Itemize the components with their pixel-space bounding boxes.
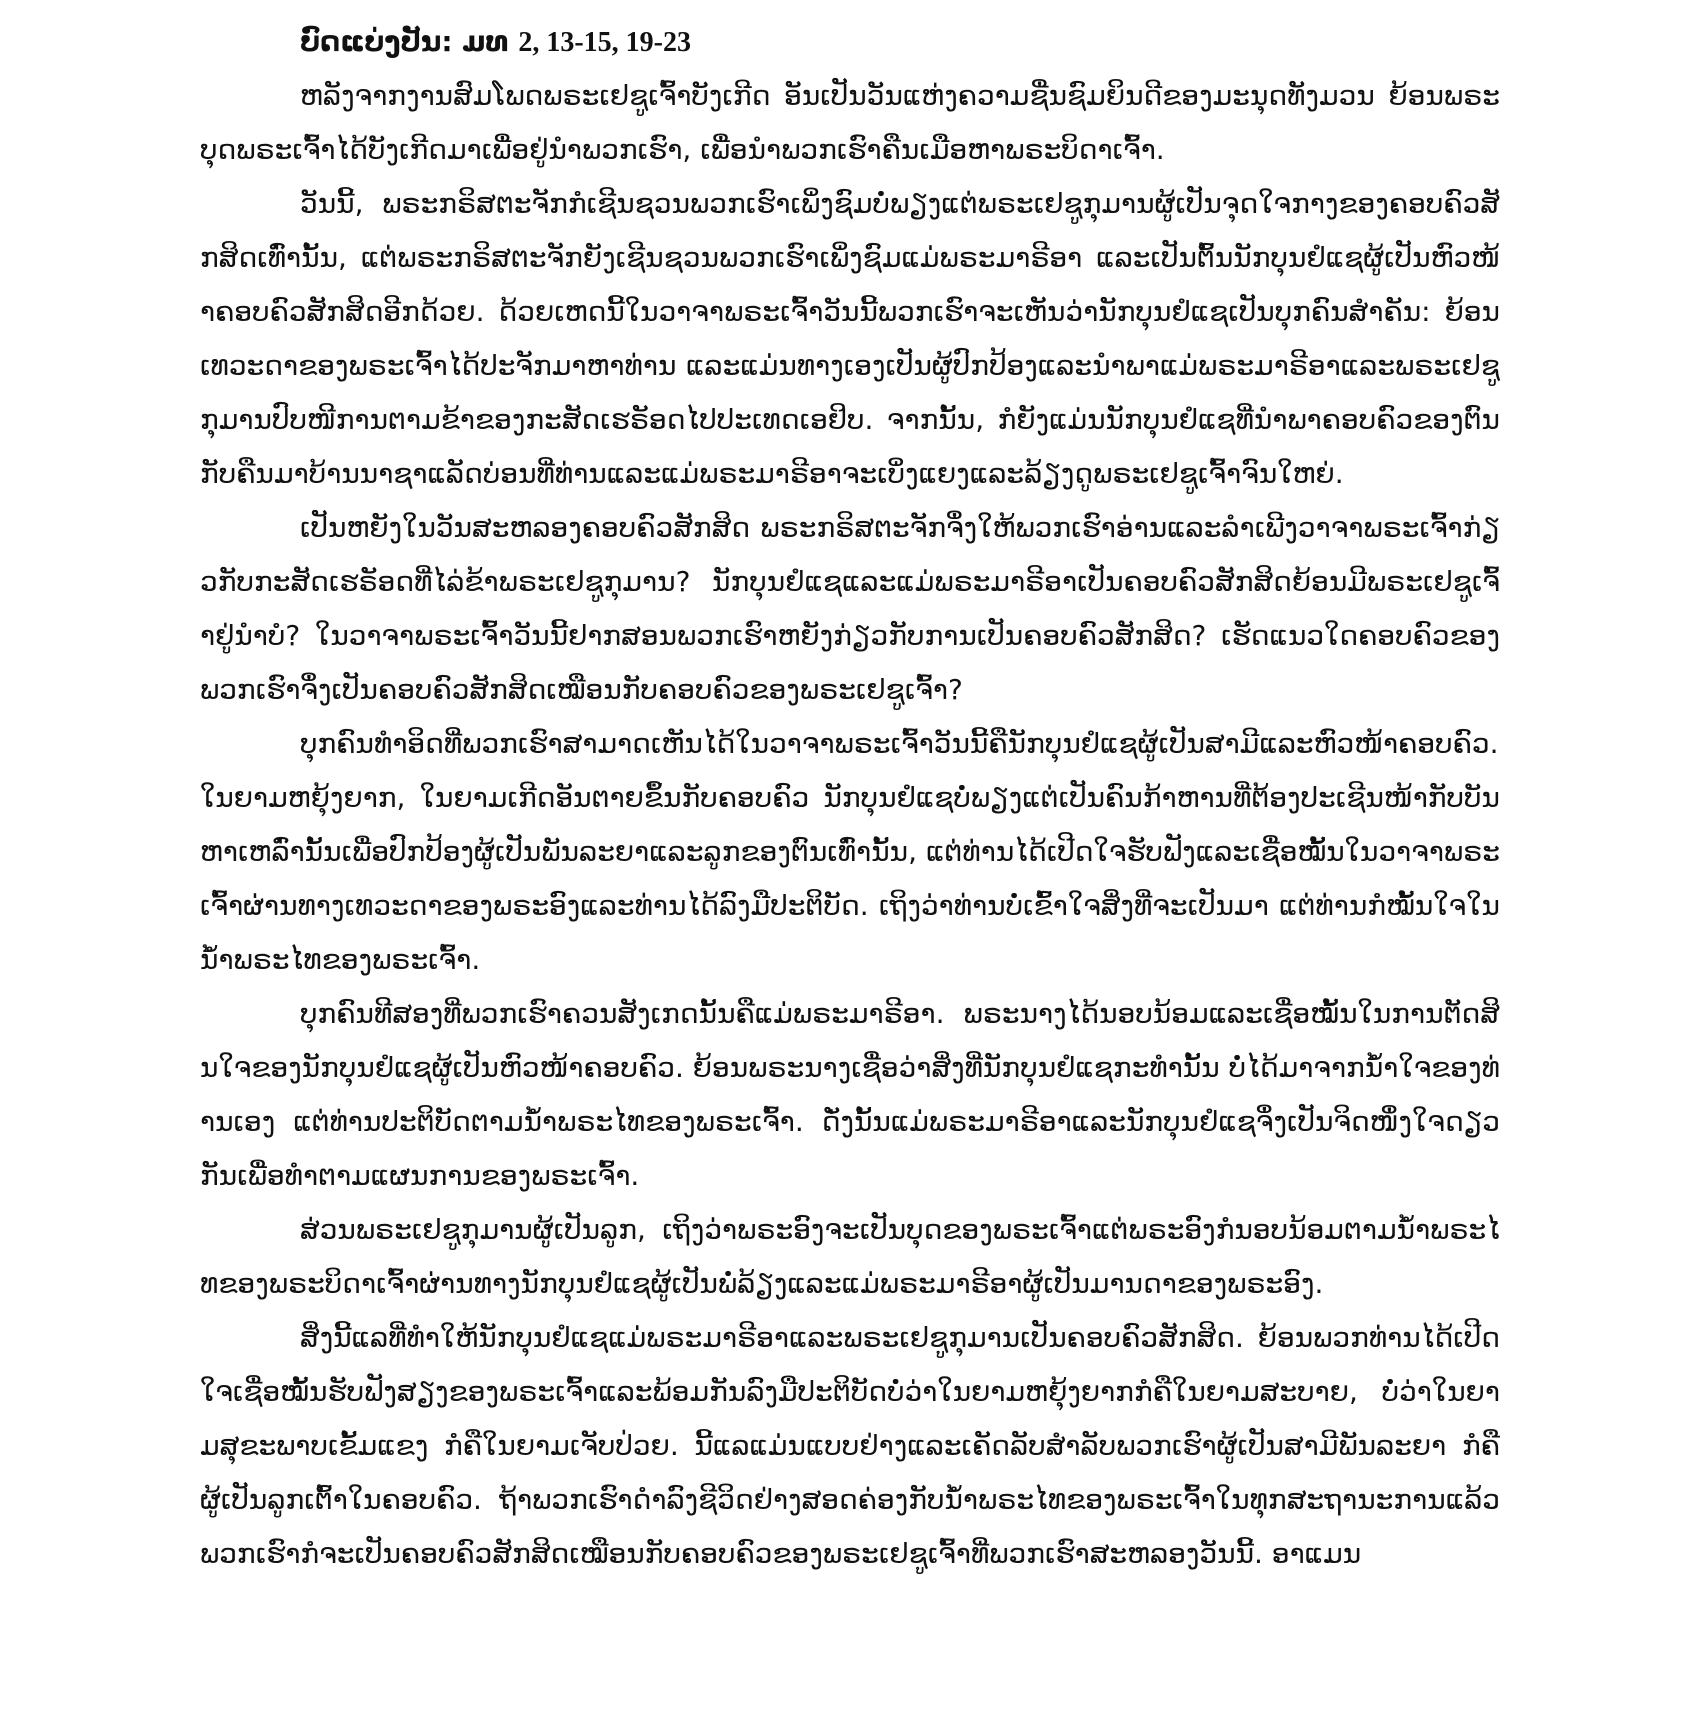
scripture-reference: 2, 13-15, 19-23 (518, 27, 692, 58)
paragraph-6: ສ່ວນພຣະເຢຊູກຸມານຜູ້ເປັນລູກ, ເຖິງວ່າພຣະອົງຈະເປັນບຸດຂອງພຣະເຈົ້າແຕ່ພຣະອົງກໍນອບນ້ອມຕາມນ້ຳພຣະໄທຂອງພຣະບິດາເຈົ້າຜ່ານທາງນັກບຸນຢໍແຊຜູ້ເປັນພໍ່ລ້ຽງແລະແມ່ພຣະມາຣີອາຜູ້ເປັນມານດາຂອງພຣະອົງ. (200, 1213, 1500, 1300)
paragraph-7: ສິ່ງນີ້ແລທີ່ທຳໃຫ້ນັກບຸນຢໍແຊແມ່ພຣະມາຣີອາແລະພຣະເຢຊູກຸມານເປັນຄອບຄົວສັກສິດ. ຍ້ອນພວກທ່ານໄດ້ເປີດໃຈເຊື່ອໝັ້ນຮັບຟັງສຽງຂອງພຣະເຈົ້າແລະພ້ອມກັນລົງມືປະຕິບັດບໍ່ວ່າໃນຍາມຫຍຸ້ງຍາກກໍຄືໃນຍາມສະບາຍ, ບໍ່ວ່າໃນຍາມສຸຂະພາບເຂັ້ມແຂງ ກໍຄືໃນຍາມເຈັບປ່ວຍ. ນີ້ແລແມ່ນແບບຢ່າງແລະເຄັດລັບສຳລັບພວກເຮົາຜູ້ເປັນສາມີພັນລະຍາ ກໍຄືຜູ້ເປັນລູກເຕົ້າໃນຄອບຄົວ. ຖ້າພວກເຮົາດຳລົງຊີວິດຢ່າງສອດຄ່ອງກັບນ້ຳພຣະໄທຂອງພຣະເຈົ້າໃນທຸກສະຖານະການແລ້ວ ພວກເຮົາກໍຈະເປັນຄອບຄົວສັກສິດເໝືອນກັບຄອບຄົວຂອງພຣະເຢຊູເຈົ້າທີ່ພວກເຮົາສະຫລອງວັນນີ້. ອາແມນ (200, 1321, 1500, 1570)
title-prefix: ບົດແບ່ງປັນ: ມທ (300, 25, 509, 58)
paragraph-2: ວັນນີ້, ພຣະກຣິສຕະຈັກກໍເຊີນຊວນພວກເຮົາເພິ່ງຊົມບໍ່ພຽງແຕ່ພຣະເຢຊູກຸມານຜູ້ເປັນຈຸດໃຈກາງຂອງຄອບຄົວສັກສິດເທົ່ານັ້ນ, ແຕ່ພຣະກຣິສຕະຈັກຍັງເຊີນຊວນພວກເຮົາເພິ່ງຊົມແມ່ພຣະມາຣີອາ ແລະເປັນຕົ້ນນັກບຸນຢໍແຊຜູ້ເປັນຫົວໜ້າຄອບຄົວສັກສິດອີກດ້ວຍ. ດ້ວຍເຫດນີ້ໃນວາຈາພຣະເຈົ້າວັນນີ້ພວກເຮົາຈະເຫັນວ່ານັກບຸນຢໍແຊເປັນບຸກຄົນສຳຄັນ: ຍ້ອນເທວະດາຂອງພຣະເຈົ້າໄດ້ປະຈັກມາຫາທ່ານ ແລະແມ່ນທາງເອງເປັນຜູ້ປົກປ້ອງແລະນຳພາແມ່ພຣະມາຣີອາແລະພຣະເຢຊູກຸມານປົບໜີການຕາມຂ້າຂອງກະສັດເຮຣັອດໄປປະເທດເອຢິບ. ຈາກນັ້ນ, ກໍຍັງແມ່ນນັກບຸນຢໍແຊທີ່ນຳພາຄອບຄົວຂອງຕົນກັບຄືນມາບ້ານນາຊາແລັດບ່ອນທີ່ທ່ານແລະແມ່ພຣະມາຣີອາຈະເບິ່ງແຍງແລະລ້ຽງດູພຣະເຢຊູເຈົ້າຈົນໃຫຍ່. (200, 187, 1500, 490)
document-body (200, 69, 1500, 1581)
paragraph-4: ບຸກຄົນທຳອິດທີ່ພວກເຮົາສາມາດເຫັນໄດ້ໃນວາຈາພຣະເຈົ້າວັນນີ້ຄືນັກບຸນຢໍແຊຜູ້ເປັນສາມີແລະຫົວໜ້າຄອບຄົວ. ໃນຍາມຫຍຸ້ງຍາກ, ໃນຍາມເກີດອັນຕາຍຂຶ້ນກັບຄອບຄົວ ນັກບຸນຢໍແຊບໍ່ພຽງແຕ່ເປັນຄົນກ້າຫານທີ່ຕ້ອງປະເຊີນໜ້າກັບບັນຫາເຫລົ່ານັ້ນເພື່ອປົກປ້ອງຜູ້ເປັນພັນລະຍາແລະລູກຂອງຕົນເທົ່ານັ້ນ, ແຕ່ທ່ານໄດ້ເປີດໃຈຮັບຟັງແລະເຊື່ອໝັ້ນໃນວາຈາພຣະເຈົ້າຜ່ານທາງເທວະດາຂອງພຣະອົງແລະທ່ານໄດ້ລົງມືປະຕິບັດ. ເຖິງວ່າທ່ານບໍ່ເຂົ້າໃຈສິ່ງທີ່ຈະເປັນມາ ແຕ່ທ່ານກໍໝັ້ນໃຈໃນນ້ຳພຣະໄທຂອງພຣະເຈົ້າ. (200, 727, 1500, 976)
paragraph-3: ເປັນຫຍັງໃນວັນສະຫລອງຄອບຄົວສັກສິດ ພຣະກຣິສຕະຈັກຈຶ່ງໃຫ້ພວກເຮົາອ່ານແລະລຳເພີງວາຈາພຣະເຈົ້າກ່ຽວກັບກະສັດເຮຣັອດທີ່ໄລ່ຂ້າພຣະເຢຊູກຸມານ? ນັກບຸນຢໍແຊແລະແມ່ພຣະມາຣີອາເປັນຄອບຄົວສັກສິດຍ້ອນມີພຣະເຢຊູເຈົ້າຢູ່ນຳບໍ? ໃນວາຈາພຣະເຈົ້າວັນນີ້ຢາກສອນພວກເຮົາຫຍັງກ່ຽວກັບການເປັນຄອບຄົວສັກສິດ? ເຮັດແນວໃດຄອບຄົວຂອງພວກເຮົາຈຶ່ງເປັນຄອບຄົວສັກສິດເໝືອນກັບຄອບຄົວຂອງພຣະເຢຊູເຈົ້າ? (200, 511, 1500, 706)
document-title (200, 22, 1500, 63)
paragraph-5: ບຸກຄົນທີສອງທີ່ພວກເຮົາຄວນສັງເກດນັ້ນຄືແມ່ພຣະມາຣີອາ. ພຣະນາງໄດ້ນອບນ້ອມແລະເຊື່ອໝັ້ນໃນການຕັດສິນໃຈຂອງນັກບຸນຢໍແຊຜູ້ເປັນຫົວໜ້າຄອບຄົວ. ຍ້ອນພຣະນາງເຊື່ອວ່າສິ່ງທີ່ນັກບຸນຢໍແຊກະທຳນັ້ນ ບໍ່ໄດ້ມາຈາກນ້ຳໃຈຂອງທ່ານເອງ ແຕ່ທ່ານປະຕິບັດຕາມນ້ຳພຣະໄທຂອງພຣະເຈົ້າ. ດັ່ງນັ້ນແມ່ພຣະມາຣີອາແລະນັກບຸນຢໍແຊຈຶ່ງເປັນຈິດໜຶ່ງໃຈດຽວກັນເພື່ອທຳຕາມແຜນການຂອງພຣະເຈົ້າ. (200, 997, 1500, 1192)
paragraph-1: ຫລັງຈາກງານສົມໂພດພຣະເຢຊູເຈົ້າບັງເກີດ ອັນເປັນວັນແຫ່ງຄວາມຊື່ນຊົມຍິນດີຂອງມະນຸດທັງມວນ ຍ້ອນພຣະບຸດພຣະເຈົ້າໄດ້ບັງເກີດມາເພື່ອຢູ່ນຳພວກເຮົາ, ເພື່ອນຳພວກເຮົາຄືນເມືອຫາພຣະບິດາເຈົ້າ. (200, 79, 1500, 166)
